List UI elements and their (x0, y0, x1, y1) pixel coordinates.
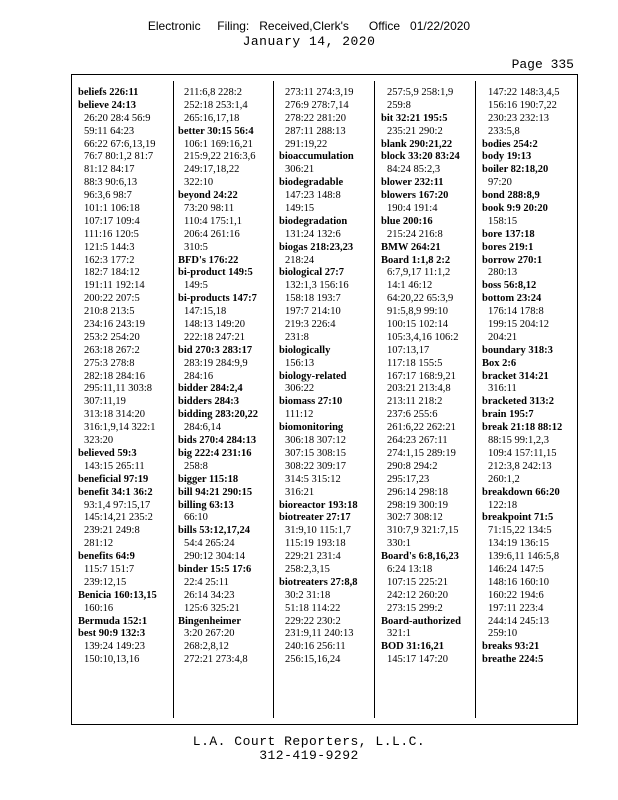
index-term: biodegradable (279, 177, 344, 189)
index-page-refs: 100:15 102:14 (387, 319, 448, 331)
index-term: bores 219:1 (482, 241, 534, 253)
index-page-refs: 316:1,9,14 322:1 (84, 422, 156, 434)
index-page-refs: 230:23 232:13 (488, 112, 549, 124)
index-page-refs: 76:7 80:1,2 81:7 (84, 151, 154, 163)
index-term: bond 288:8,9 (482, 190, 540, 202)
index-column-3 (279, 87, 374, 667)
index-page-refs: 26:20 28:4 56:9 (84, 112, 151, 124)
index-term: bit 32:21 195:5 (381, 112, 448, 124)
index-page-refs: 64:20,22 65:3,9 (387, 293, 454, 305)
index-term: bidders 284:3 (178, 396, 239, 408)
index-term: bi-product 149:5 (178, 267, 253, 279)
index-term: breathe 224:5 (482, 654, 544, 666)
index-page-refs: 295:11,11 303:8 (84, 383, 153, 395)
index-term: binder 15:5 17:6 (178, 563, 252, 575)
index-page-refs: 51:18 114:22 (285, 602, 341, 614)
index-page-refs: 158:15 (488, 215, 518, 227)
index-term: believed 59:3 (78, 447, 137, 459)
index-term: breaks 93:21 (482, 641, 540, 653)
index-term: biomonitoring (279, 422, 344, 434)
index-page-refs: 150:10,13,16 (84, 654, 140, 666)
index-term: borrow 270:1 (482, 254, 543, 266)
index-page-refs: 115:19 193:18 (285, 538, 346, 550)
index-page-refs: 66:10 (184, 512, 208, 524)
index-page-refs: 203:21 213:4,8 (387, 383, 451, 395)
index-page-refs: 219:3 226:4 (285, 319, 336, 331)
index-term: biological 27:7 (279, 267, 345, 279)
index-page-refs: 290:8 294:2 (387, 460, 438, 472)
index-page-refs: 107:15 225:21 (387, 576, 448, 588)
index-page-refs: 268:2,8,12 (184, 641, 229, 653)
index-page-refs: 22:4 25:11 (184, 576, 229, 588)
index-page-refs: 97:20 (488, 177, 512, 189)
index-page-refs: 115:7 151:7 (84, 563, 135, 575)
index-page-refs: 88:15 99:1,2,3 (488, 435, 549, 447)
column-divider (173, 81, 174, 718)
index-term: bi-products 147:7 (178, 293, 257, 305)
index-page-refs: 234:16 243:19 (84, 319, 145, 331)
index-page-refs: 258:8 (184, 460, 208, 472)
index-page-refs: 215:9,22 216:3,6 (184, 151, 256, 163)
index-term: BOD 31:16,21 (381, 641, 444, 653)
index-term: bidding 283:20,22 (178, 409, 258, 421)
index-page-refs: 281:12 (84, 538, 114, 550)
index-page-refs: 310:7,9 321:7,15 (387, 525, 459, 537)
index-page-refs: 199:15 204:12 (488, 319, 549, 331)
index-term: bills 53:12,17,24 (178, 525, 251, 537)
index-page-refs: 149:15 (285, 203, 315, 215)
index-page-refs: 148:16 160:10 (488, 576, 549, 588)
index-page-refs: 148:13 149:20 (184, 319, 245, 331)
index-term: bigger 115:18 (178, 473, 239, 485)
index-term: breakdown 66:20 (482, 486, 560, 498)
index-page-refs: 284:16 (184, 370, 214, 382)
index-term: biotreater 27:17 (279, 512, 351, 524)
index-term: breakpoint 71:5 (482, 512, 554, 524)
index-term: benefit 34:1 36:2 (78, 486, 153, 498)
index-page-refs: 211:6,8 228:2 (184, 87, 242, 98)
index-page-refs: 107:13,17 (387, 344, 430, 356)
index-page-refs: 73:20 98:11 (184, 203, 235, 215)
index-page-refs: 191:11 192:14 (84, 280, 145, 292)
index-term: break 21:18 88:12 (482, 422, 563, 434)
index-page-refs: 263:18 267:2 (84, 344, 140, 356)
index-page-refs: 197:7 214:10 (285, 306, 341, 318)
index-term: boundary 318:3 (482, 344, 553, 356)
index-term: brain 195:7 (482, 409, 534, 421)
index-page-refs: 106:1 169:16,21 (184, 138, 253, 150)
index-page-refs: 316:11 (488, 383, 517, 395)
index-page-refs: 265:16,17,18 (184, 112, 240, 124)
index-term: biotreaters 27:8,8 (279, 576, 358, 588)
index-term: BMW 264:21 (381, 241, 441, 253)
page-number: Page 335 (511, 57, 574, 72)
index-page-refs: 139:24 149:23 (84, 641, 145, 653)
index-page-refs: 190:4 191:4 (387, 203, 438, 215)
index-page-refs: 231:8 (285, 331, 309, 343)
index-page-refs: 134:19 136:15 (488, 538, 549, 550)
index-page-refs: 109:4 157:11,15 (488, 447, 557, 459)
index-column-4 (381, 87, 476, 667)
index-page-refs: 222:18 247:21 (184, 331, 245, 343)
index-page-refs: 149:5 (184, 280, 208, 292)
column-divider (374, 81, 375, 718)
index-page-refs: 31:9,10 115:1,7 (285, 525, 351, 537)
index-page-refs: 242:12 260:20 (387, 589, 448, 601)
index-page-refs: 323:20 (84, 435, 114, 447)
index-page-refs: 310:5 (184, 241, 208, 253)
index-term: bodies 254:2 (482, 138, 538, 150)
index-page-refs: 117:18 155:5 (387, 357, 443, 369)
index-term: biodegradation (279, 215, 348, 227)
index-page-refs: 273:11 274:3,19 (285, 87, 354, 98)
index-term: bottom 23:24 (482, 293, 542, 305)
index-page-refs: 316:21 (285, 486, 315, 498)
index-page-refs: 307:11,19 (84, 396, 126, 408)
index-term: benefits 64:9 (78, 551, 135, 563)
index-page-refs: 6:24 13:18 (387, 563, 433, 575)
index-page-refs: 200:22 207:5 (84, 293, 140, 305)
index-page-refs: 160:16 (84, 602, 114, 614)
index-term: BFD's 176:22 (178, 254, 239, 266)
index-page-refs: 261:6,22 262:21 (387, 422, 456, 434)
index-page-refs: 229:21 231:4 (285, 551, 341, 563)
index-page-refs: 96:3,6 98:7 (84, 190, 132, 202)
index-term: Box 2:6 (482, 357, 517, 369)
filing-stamp: Electronic Filing: Received,Clerk's Office 01/22/2020 (147, 19, 471, 33)
index-page-refs: 59:11 64:23 (84, 125, 135, 137)
index-page-refs: 307:15 308:15 (285, 447, 346, 459)
index-page-refs: 30:2 31:18 (285, 589, 331, 601)
index-page-refs: 274:1,15 289:19 (387, 447, 456, 459)
index-page-refs: 273:15 299:2 (387, 602, 443, 614)
index-term: Bermuda 152:1 (78, 615, 148, 627)
index-term: bill 94:21 290:15 (178, 486, 253, 498)
index-page-refs: 206:4 261:16 (184, 228, 240, 240)
index-term: Board's 6:8,16,23 (381, 551, 459, 563)
index-page-refs: 147:22 148:3,4,5 (488, 87, 560, 98)
index-page-refs: 231:9,11 240:13 (285, 628, 354, 640)
index-page-refs: 145:14,21 235:2 (84, 512, 153, 524)
index-page-refs: 322:10 (184, 177, 214, 189)
index-page-refs: 302:7 308:12 (387, 512, 443, 524)
index-page-refs: 306:22 (285, 383, 315, 395)
index-page-refs: 160:22 194:6 (488, 589, 544, 601)
index-page-refs: 71:15,22 134:5 (488, 525, 552, 537)
index-page-refs: 282:18 284:16 (84, 370, 145, 382)
index-term: billing 63:13 (178, 499, 234, 511)
index-page-refs: 218:24 (285, 254, 315, 266)
index-page-refs: 14:1 46:12 (387, 280, 433, 292)
index-page-refs: 111:16 120:5 (84, 228, 139, 240)
index-page-refs: 276:9 278:7,14 (285, 99, 349, 111)
index-page-refs: 121:5 144:3 (84, 241, 135, 253)
index-term: body 19:13 (482, 151, 532, 163)
index-page-refs: 204:21 (488, 331, 518, 343)
index-page-refs: 54:4 265:24 (184, 538, 235, 550)
index-page-refs: 264:23 267:11 (387, 435, 448, 447)
index-page-refs: 146:24 147:5 (488, 563, 544, 575)
index-page-refs: 237:6 255:6 (387, 409, 438, 421)
index-page-refs: 290:12 304:14 (184, 551, 245, 563)
index-page-refs: 275:3 278:8 (84, 357, 135, 369)
index-page-refs: 167:17 168:9,21 (387, 370, 456, 382)
index-page-refs: 139:6,11 146:5,8 (488, 551, 560, 563)
index-page-refs: 105:3,4,16 106:2 (387, 331, 459, 343)
index-term: Bingenheimer (178, 615, 241, 627)
index-page-refs: 6:7,9,17 11:1,2 (387, 267, 451, 279)
index-term: blue 200:16 (381, 215, 433, 227)
index-page-refs: 107:17 109:4 (84, 215, 140, 227)
index-term: believe 24:13 (78, 99, 137, 111)
index-page-refs: 256:15,16,24 (285, 654, 341, 666)
index-page-refs: 287:11 288:13 (285, 125, 346, 137)
index-term: bioaccumulation (279, 151, 354, 163)
index-page-refs: 306:21 (285, 164, 315, 176)
index-page-refs: 321:1 (387, 628, 411, 640)
index-page-refs: 210:8 213:5 (84, 306, 135, 318)
index-term: blower 232:11 (381, 177, 444, 189)
index-page-refs: 233:5,8 (488, 125, 520, 137)
index-page-refs: 88:3 90:6,13 (84, 177, 138, 189)
index-page-refs: 272:21 273:4,8 (184, 654, 248, 666)
index-term: biogas 218:23,23 (279, 241, 354, 253)
index-page-refs: 239:12,15 (84, 576, 127, 588)
index-page-refs: 240:16 256:11 (285, 641, 346, 653)
index-page-refs: 296:14 298:18 (387, 486, 448, 498)
index-page-refs: 215:24 216:8 (387, 228, 443, 240)
index-column-2 (178, 87, 273, 667)
index-page-refs: 259:10 (488, 628, 518, 640)
index-term: blank 290:21,22 (381, 138, 453, 150)
index-term: boiler 82:18,20 (482, 164, 549, 176)
index-page-refs: 284:6,14 (184, 422, 222, 434)
index-page-refs: 66:22 67:6,13,19 (84, 138, 156, 150)
index-page-refs: 235:21 290:2 (387, 125, 443, 137)
index-term: bid 270:3 283:17 (178, 344, 253, 356)
index-column-1 (78, 87, 173, 667)
index-term: bracketed 313:2 (482, 396, 555, 408)
index-page-refs: 330:1 (387, 538, 411, 550)
index-page-refs: 229:22 230:2 (285, 615, 341, 627)
index-page-refs: 101:1 106:18 (84, 203, 140, 215)
index-term: big 222:4 231:16 (178, 447, 252, 459)
transcript-date: January 14, 2020 (242, 34, 376, 49)
column-divider (273, 81, 274, 718)
index-term: bioreactor 193:18 (279, 499, 358, 511)
index-term: beliefs 226:11 (78, 87, 139, 98)
index-page-refs: 147:23 148:8 (285, 190, 341, 202)
index-page-refs: 182:7 184:12 (84, 267, 140, 279)
index-page-refs: 257:5,9 258:1,9 (387, 87, 454, 98)
column-divider (475, 81, 476, 718)
index-page-refs: 239:21 249:8 (84, 525, 140, 537)
index-page-refs: 26:14 34:23 (184, 589, 235, 601)
index-page-refs: 111:12 (285, 409, 314, 421)
index-term: bracket 314:21 (482, 370, 549, 382)
index-page-refs: 298:19 300:19 (387, 499, 448, 511)
index-page-refs: 313:18 314:20 (84, 409, 145, 421)
index-page-refs: 244:14 245:13 (488, 615, 549, 627)
index-page-refs: 253:2 254:20 (84, 331, 140, 343)
index-term: biology-related (279, 370, 347, 382)
index-term: beyond 24:22 (178, 190, 238, 202)
index-page-refs: 213:11 218:2 (387, 396, 443, 408)
index-term: biologically (279, 344, 331, 356)
index-page-refs: 162:3 177:2 (84, 254, 135, 266)
index-term: Benicia 160:13,15 (78, 589, 157, 601)
index-term: Board-authorized (381, 615, 461, 627)
index-page-refs: 280:13 (488, 267, 518, 279)
index-page-refs: 156:16 190:7,22 (488, 99, 557, 111)
index-page-refs: 93:1,4 97:15,17 (84, 499, 151, 511)
index-term: block 33:20 83:24 (381, 151, 460, 163)
index-column-5 (482, 87, 577, 667)
index-term: book 9:9 20:20 (482, 203, 548, 215)
index-page-refs: 132:1,3 156:16 (285, 280, 349, 292)
index-page-refs: 249:17,18,22 (184, 164, 240, 176)
index-page-refs: 308:22 309:17 (285, 460, 346, 472)
index-term: best 90:9 132:3 (78, 628, 146, 640)
index-page-refs: 306:18 307:12 (285, 435, 346, 447)
index-frame (71, 74, 578, 725)
index-term: bore 137:18 (482, 228, 535, 240)
index-page-refs: 81:12 84:17 (84, 164, 135, 176)
index-page-refs: 145:17 147:20 (387, 654, 448, 666)
index-page-refs: 258:2,3,15 (285, 563, 330, 575)
index-term: bids 270:4 284:13 (178, 435, 257, 447)
index-term: bidder 284:2,4 (178, 383, 243, 395)
index-page-refs: 3:20 267:20 (184, 628, 235, 640)
index-term: better 30:15 56:4 (178, 125, 254, 137)
index-page-refs: 278:22 281:20 (285, 112, 346, 124)
index-page-refs: 158:18 193:7 (285, 293, 341, 305)
index-term: boss 56:8,12 (482, 280, 537, 292)
index-page-refs: 176:14 178:8 (488, 306, 544, 318)
index-page-refs: 283:19 284:9,9 (184, 357, 248, 369)
reporter-phone: 312-419-9292 (259, 748, 359, 763)
index-page-refs: 314:5 315:12 (285, 473, 341, 485)
index-page-refs: 147:15,18 (184, 306, 227, 318)
index-term: biomass 27:10 (279, 396, 343, 408)
index-term: beneficial 97:19 (78, 473, 149, 485)
index-page-refs: 291:19,22 (285, 138, 328, 150)
index-page-refs: 131:24 132:6 (285, 228, 341, 240)
index-page-refs: 91:5,8,9 99:10 (387, 306, 448, 318)
index-term: Board 1:1,8 2:2 (381, 254, 451, 266)
index-page-refs: 84:24 85:2,3 (387, 164, 441, 176)
index-page-refs: 259:8 (387, 99, 411, 111)
index-page-refs: 143:15 265:11 (84, 460, 145, 472)
index-page-refs: 252:18 253:1,4 (184, 99, 248, 111)
index-page-refs: 212:3,8 242:13 (488, 460, 552, 472)
index-term: blowers 167:20 (381, 190, 449, 202)
index-page-refs: 260:1,2 (488, 473, 520, 485)
index-page-refs: 122:18 (488, 499, 518, 511)
index-page-refs: 197:11 223:4 (488, 602, 544, 614)
index-page-refs: 125:6 325:21 (184, 602, 240, 614)
index-page-refs: 295:17,23 (387, 473, 430, 485)
index-page-refs: 156:13 (285, 357, 315, 369)
reporter-name: L.A. Court Reporters, L.L.C. (192, 734, 426, 749)
index-page-refs: 110:4 175:1,1 (184, 215, 242, 227)
